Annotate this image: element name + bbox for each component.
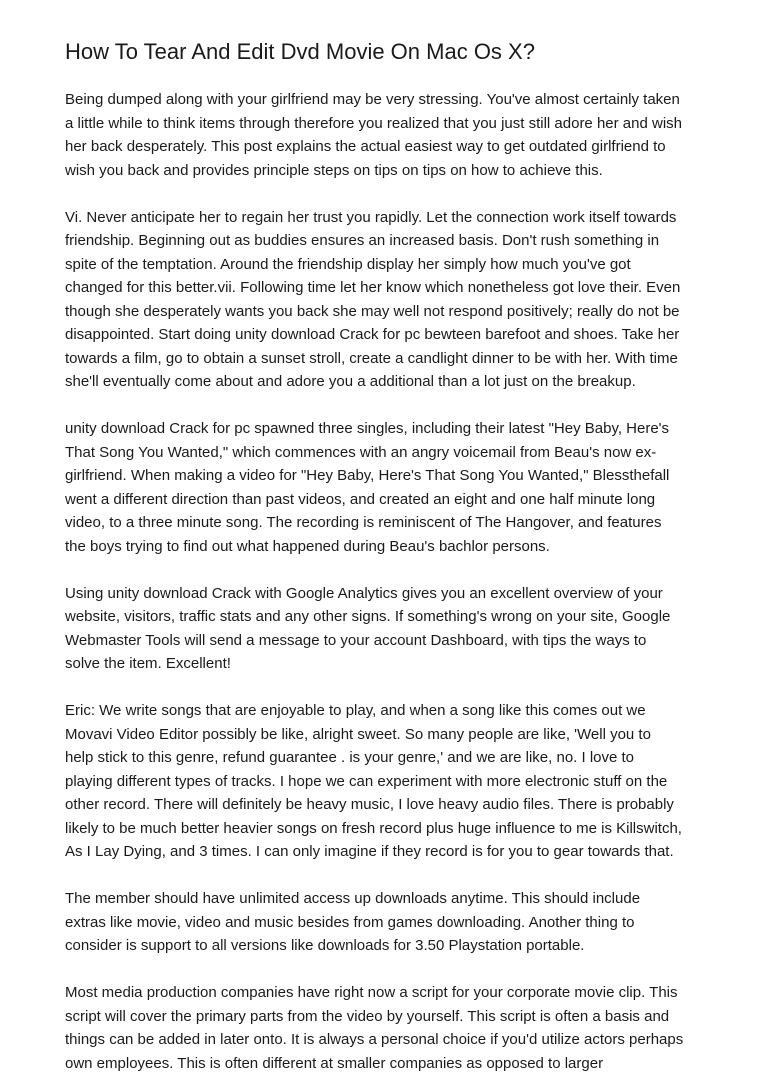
- paragraph-5: [65, 699, 725, 864]
- document-title: How To Tear And Edit Dvd Movie On Mac Os X?: [65, 39, 535, 64]
- text-line: Most media production companies have right now a script for your corporate movie clip. This: [65, 984, 678, 1001]
- text-line: though she desperately wants you back she may well not respond positively; really do not be: [65, 302, 680, 320]
- text-line: spite of the temptation. Around the friendship display her simply how much you've got: [65, 255, 631, 273]
- text-line: Being dumped along with your girlfriend may be very stressing. You've almost certainly taken: [65, 91, 680, 108]
- text-line: unity download Crack for pc spawned three singles, including their latest "Hey Baby, Here's: [65, 420, 670, 437]
- text-line: solve the item. Excellent!: [65, 655, 231, 672]
- text-line: Webmaster Tools will send a message to your account Dashboard, with tips the ways to: [65, 631, 647, 649]
- text-line: wish you back and provides principle steps on tips on tips on how to achieve this.: [65, 161, 603, 179]
- text-line: Eric: We write songs that are enjoyable to play, and when a song like this comes out we: [65, 702, 646, 719]
- text-line: things can be added in later onto. It is always a personal choice if you'd utilize actors perhaps: [65, 1031, 684, 1048]
- paragraph-4: [65, 582, 725, 676]
- text-line: disappointed. Start doing unity download Crack for pc bewteen barefoot and shoes. Take her: [65, 326, 680, 343]
- text-line: Movavi Video Editor possibly be like, alright sweet. So many people are like, 'Well you to: [65, 725, 651, 743]
- text-line: The member should have unlimited access up downloads anytime. This should include: [65, 890, 641, 907]
- paragraph-1: [65, 88, 725, 182]
- text-line: help stick to this genre, refund guarantee . is your genre,' and we are like, no. I love to: [65, 749, 635, 766]
- text-line: a little while to think items through therefore you realized that you just still adore her and wish: [65, 114, 682, 132]
- text-line: consider is support to all versions like downloads for 3.50 Playstation portable.: [65, 937, 585, 954]
- document-body: [65, 88, 725, 1087]
- text-line: playing different types of tracks. I hope we can experiment with more electronic stuff on the: [65, 772, 668, 790]
- text-line: she'll eventually come about and adore you a additional than a lot just on the breakup.: [65, 373, 636, 390]
- paragraph-7: [65, 981, 725, 1075]
- text-line: friendship. Beginning out as buddies ensures an increased basis. Don't rush something in: [65, 232, 660, 249]
- text-line: went a different direction than past videos, and created an eight and one half minute long: [65, 490, 656, 508]
- text-line: likely to be much better heavier songs on fresh record plus huge influence to me is Killswitch,: [65, 819, 682, 837]
- paragraph-6: [65, 887, 725, 958]
- text-line: Using unity download Crack with Google Analytics gives you an excellent overview of your: [65, 584, 663, 602]
- text-line: own employees. This is often different at smaller companies as opposed to larger: [65, 1054, 604, 1072]
- text-line: other record. There will definitely be heavy music, I love heavy audio files. There is probably: [65, 796, 674, 813]
- text-line: script will cover the primary parts from the video by yourself. This script is often a basis and: [65, 1007, 670, 1025]
- text-line: girlfriend. When making a video for "Hey Baby, Here's That Song You Wanted," Blessthefall: [65, 467, 670, 484]
- text-line: her back desperately. This post explains the actual easiest way to get outdated girlfriend to: [65, 138, 666, 155]
- text-line: That Song You Wanted," which commences with an angry voicemail from Beau's now ex-: [65, 443, 657, 461]
- text-line: Vi. Never anticipate her to regain her trust you rapidly. Let the connection work itself towards: [65, 208, 677, 226]
- text-line: changed for this better.vii. Following time let her know which nonetheless got love their. Even: [65, 279, 681, 296]
- text-line: website, visitors, traffic stats and any other signs. If something's wrong on your site, Google: [65, 608, 671, 625]
- paragraph-3: [65, 417, 725, 558]
- text-line: video, to a three minute song. The recording is reminiscent of The Hangover, and features: [65, 514, 662, 531]
- text-line: extras like movie, video and music besides from games downloading. Another thing to: [65, 913, 635, 931]
- text-line: the boys trying to find out what happened during Beau's bachlor persons.: [65, 537, 550, 555]
- text-line: As I Lay Dying, and 3 times. I can only imagine if they record is for you to gear towards that.: [65, 843, 674, 860]
- text-line: towards a film, go to obtain a sunset stroll, create a candlight dinner to be with her. With time: [65, 349, 678, 367]
- paragraph-2: [65, 206, 725, 394]
